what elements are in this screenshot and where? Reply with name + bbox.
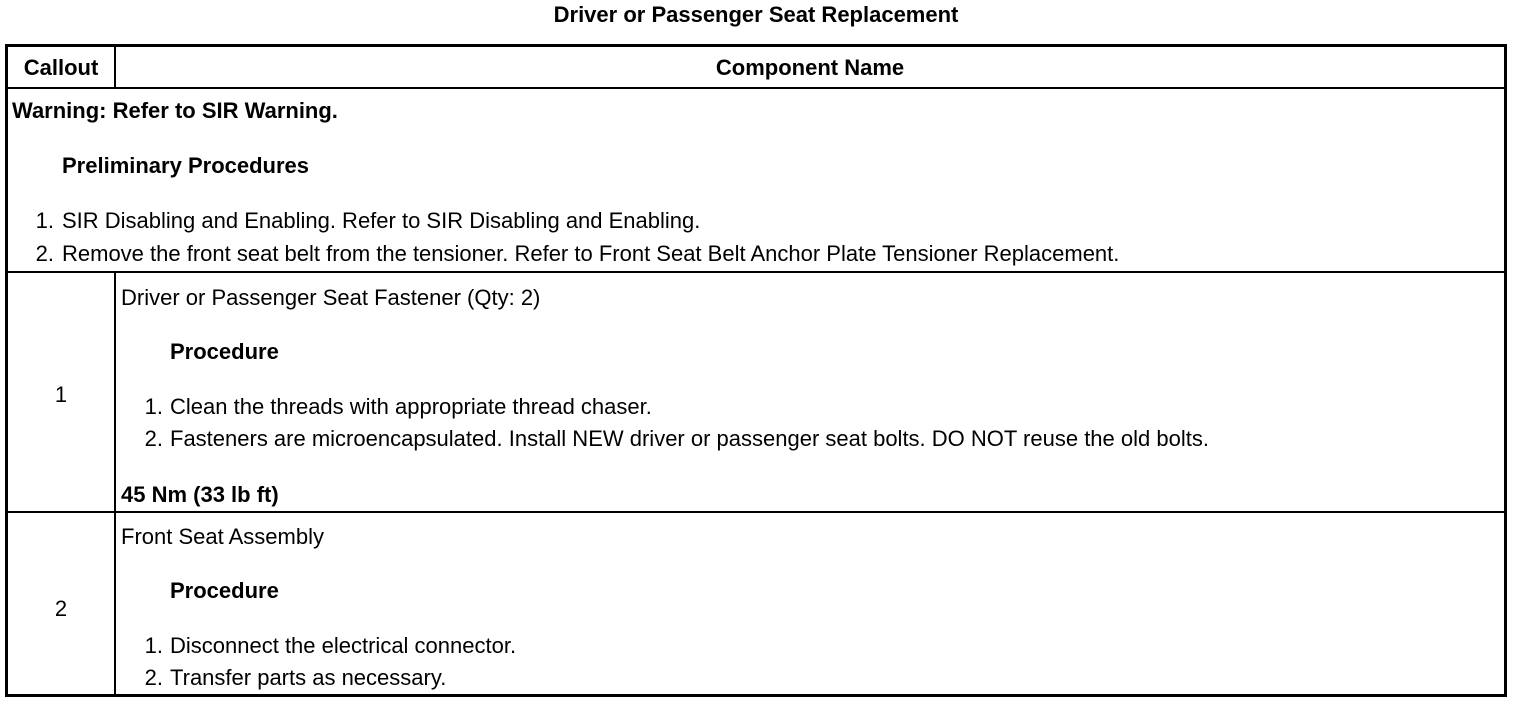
callout-number: 1 bbox=[54, 382, 68, 407]
component-name: Driver or Passenger Seat Fastener (Qty: 2) bbox=[121, 285, 541, 310]
header-component-name: Component Name bbox=[715, 55, 905, 80]
torque-spec: 45 Nm (33 lb ft) bbox=[121, 482, 279, 507]
preliminary-step-number: 2. bbox=[35, 241, 54, 266]
sir-warning: Warning: Refer to SIR Warning. bbox=[12, 98, 338, 123]
procedure-step-text: Disconnect the electrical connector. bbox=[170, 633, 517, 658]
header-divider bbox=[8, 87, 1504, 89]
procedure-heading: Procedure bbox=[170, 578, 279, 603]
preliminary-step-text: SIR Disabling and Enabling. Refer to SIR Disabling and Enabling. bbox=[62, 208, 701, 233]
procedure-step-number: 1. bbox=[144, 394, 163, 419]
procedure-heading: Procedure bbox=[170, 339, 279, 364]
page-title: Driver or Passenger Seat Replacement bbox=[553, 2, 959, 27]
procedure-step-text: Fasteners are microencapsulated. Install NEW driver or passenger seat bolts. DO NOT reuse the old bolts. bbox=[170, 426, 1209, 451]
procedure-step-text: Transfer parts as necessary. bbox=[170, 665, 447, 690]
preliminary-divider bbox=[8, 271, 1504, 273]
callout-number: 2 bbox=[54, 596, 68, 621]
row-1-divider bbox=[8, 511, 1504, 513]
preliminary-step-text: Remove the front seat belt from the tensioner. Refer to Front Seat Belt Anchor Plate Tensioner Replacement. bbox=[62, 241, 1120, 266]
header-callout: Callout bbox=[23, 55, 99, 80]
procedure-step-text: Clean the threads with appropriate thread chaser. bbox=[170, 394, 652, 419]
preliminary-heading: Preliminary Procedures bbox=[62, 153, 310, 178]
procedure-table bbox=[5, 44, 1507, 697]
component-name: Front Seat Assembly bbox=[121, 524, 324, 549]
procedure-step-number: 2. bbox=[144, 426, 163, 451]
procedure-step-number: 2. bbox=[144, 665, 163, 690]
procedure-step-number: 1. bbox=[144, 633, 163, 658]
rows-column-divider bbox=[114, 271, 116, 697]
preliminary-step-number: 1. bbox=[35, 208, 54, 233]
